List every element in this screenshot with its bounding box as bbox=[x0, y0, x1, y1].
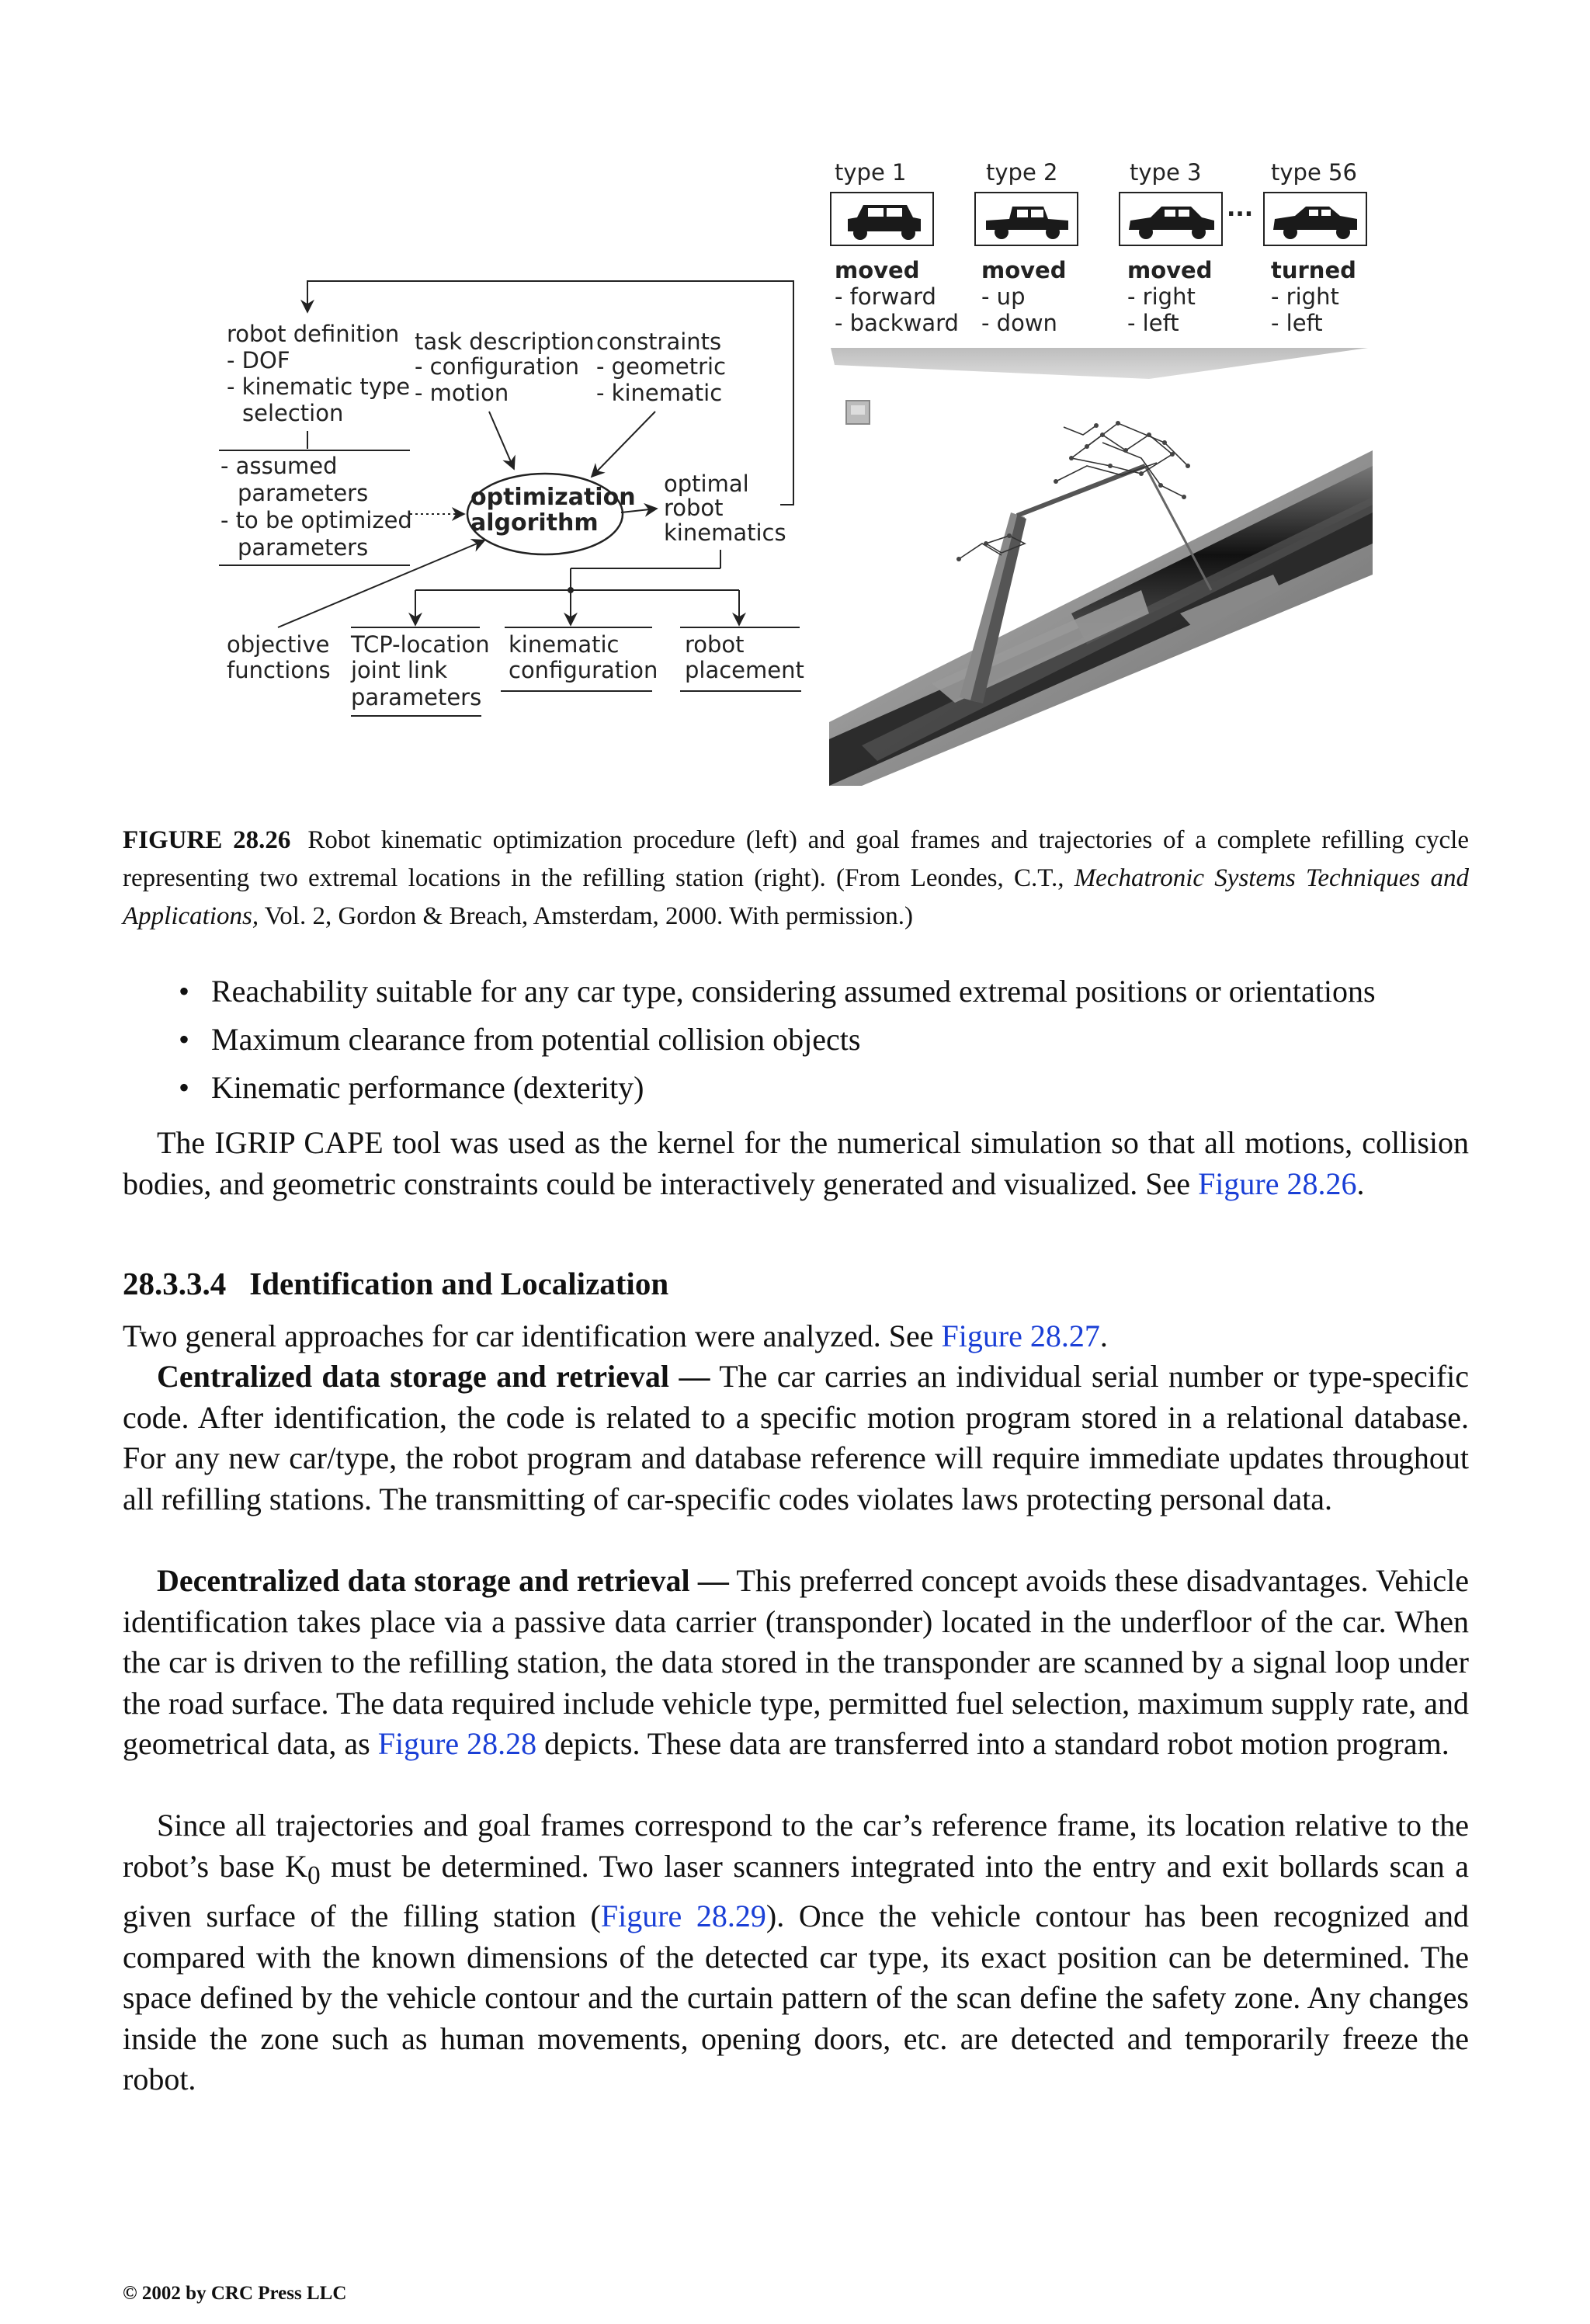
car-type-56-label: type 56 bbox=[1271, 159, 1357, 186]
paragraph-igrip: The IGRIP CAPE tool was used as the kernel for the numerical simulation so that all motions, collision bodies, and geometric constraints could be interactively generated and visualized. See Figure 28.26. bbox=[123, 1125, 1469, 1201]
car-type-2-label: type 2 bbox=[986, 159, 1058, 186]
car-type-3-label: type 3 bbox=[1130, 159, 1202, 186]
kinematic-configuration-label: kinematic configuration bbox=[509, 631, 658, 683]
figure-28-27-link[interactable]: Figure 28.27 bbox=[941, 1318, 1100, 1353]
caption-tail: Vol. 2, Gordon & Breach, Amsterdam, 2000. With permission.) bbox=[259, 902, 913, 930]
robot-definition-label: robot definition - DOF - kinematic type selection bbox=[227, 321, 411, 426]
figure-28-29-link[interactable]: Figure 28.29 bbox=[600, 1898, 766, 1933]
list-item: • Maximum clearance from potential collision objects bbox=[179, 1016, 1498, 1064]
optimal-robot-kinematics-label: optimal robot kinematics bbox=[664, 471, 786, 546]
robot-simulation-render bbox=[829, 401, 1373, 786]
list-item: • Kinematic performance (dexterity) bbox=[179, 1064, 1498, 1112]
section-heading: 28.3.3.4 Identification and Localization bbox=[123, 1266, 669, 1301]
car-types-band bbox=[831, 348, 1368, 379]
copyright-footer: © 2002 by CRC Press LLC bbox=[123, 2283, 347, 2304]
car-type-3-motion: moved - right - left bbox=[1127, 257, 1213, 336]
car-type-1-motion: moved - forward - backward bbox=[835, 257, 959, 336]
objective-functions-label: objective functions bbox=[227, 631, 331, 683]
figure-28-28-link[interactable]: Figure 28.28 bbox=[377, 1726, 537, 1761]
paragraph-localization: Since all trajectories and goal frames correspond to the car’s reference frame, its location relative to the robot’s base $K_0$ must be determined. Two laser scanners integrated into the entry and exit bollards scan a given surface of the filling station (Figure 28.29). Once the vehicle contour has been recognized and compared with the known dimensions of the detected car type, its exact position can be determined. The space defined by the vehicle contour and the curtain pattern of the scan define the safety zone. Any changes inside the zone such as human movements, opening doors, etc. are detected and temporarily freeze the robot. bbox=[123, 1808, 1470, 2096]
optimization-diagram bbox=[219, 281, 804, 716]
car-type-2-motion: moved - up - down bbox=[981, 257, 1067, 336]
bullet-icon: • bbox=[179, 1070, 190, 1105]
task-description-label: task description - configuration - motion bbox=[415, 328, 595, 406]
figure-28-26-link[interactable]: Figure 28.26 bbox=[1198, 1165, 1357, 1201]
optimization-algorithm-label: optimization algorithm bbox=[470, 484, 636, 537]
list-item: • Reachability suitable for any car type, considering assumed extremal positions or orientations bbox=[179, 967, 1498, 1016]
bullet-icon: • bbox=[179, 1022, 190, 1057]
figure-28-26 bbox=[0, 0, 1590, 800]
car-type-56-motion: turned - right - left bbox=[1271, 257, 1356, 336]
car-types bbox=[831, 159, 1368, 379]
constraints-label: constraints - geometric - kinematic bbox=[596, 328, 727, 406]
car-type-1-label: type 1 bbox=[835, 159, 907, 186]
bullet-icon: • bbox=[179, 974, 190, 1009]
parameters-label: - assumed parameters - to be optimized parameters bbox=[220, 453, 412, 561]
requirements-list bbox=[179, 967, 1498, 1112]
caption-book-title: Mechatronic Systems Techniques and Applications, bbox=[123, 864, 1469, 930]
robot-placement-label: robot placement bbox=[685, 631, 804, 683]
figure-number: FIGURE 28.26 bbox=[123, 826, 291, 854]
paragraph-centralized: Centralized data storage and retrieval — The car carries an individual serial number or type-specific code. After identification, the code is related to a specific motion program stored in a relational database. For any new car/type, the robot program and database reference will require immediate updates throughout all refilling stations. The transmitting of car-specific codes violates laws protecting personal data. bbox=[123, 1359, 1470, 1516]
caption-text: Robot kinematic optimization procedure (left) and goal frames and trajectories of a complete refilling cycle representing two extremal locations in the refilling station (right). (From Leondes, C.T., bbox=[123, 826, 1469, 892]
paragraph-decentralized: Decentralized data storage and retrieval — This preferred concept avoids these disadvantages. Vehicle identification takes place via a passive data carrier (transponder) located in the underfloor of the car. When the car is driven to the refilling station, the data stored in the transponder are scanned by a signal loop under the road surface. The data required include vehicle type, permitted fuel selection, maximum supply rate, and geometrical data, as Figure 28.28 depicts. These data are transferred into a standard robot motion program. bbox=[123, 1563, 1469, 1761]
figure-caption bbox=[123, 822, 1469, 936]
ellipsis: ... bbox=[1227, 195, 1254, 222]
tcp-location-label: TCP-location joint link parameters bbox=[351, 631, 490, 710]
paragraph-approaches: Two general approaches for car identification were analyzed. See Figure 28.27. bbox=[123, 1318, 1108, 1353]
